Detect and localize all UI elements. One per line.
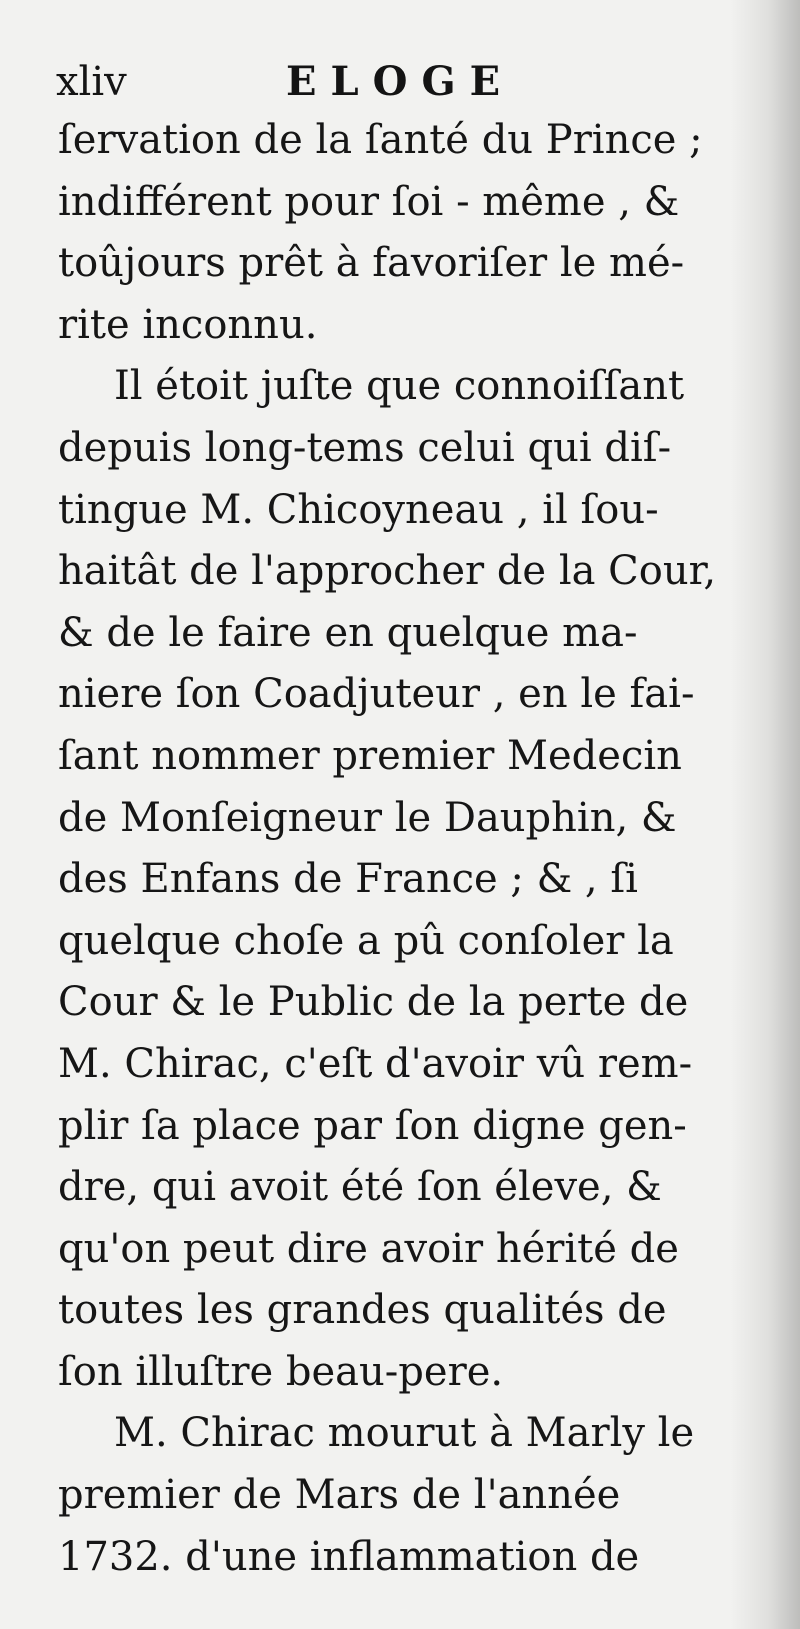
text-line: ſant nommer premier Medecin (58, 732, 682, 779)
text-line: 1732. d'une inflammation de (58, 1533, 640, 1580)
text-line: quelque choſe a pû conſoler la (58, 917, 674, 964)
text-line: dre, qui avoit été ſon éleve, & (58, 1164, 662, 1211)
text-line: haitât de l'approcher de la Cour, (58, 548, 717, 595)
text-line: M. Chirac mourut à Marly le (114, 1410, 695, 1457)
text-line: & de le faire en quelque ma- (58, 609, 638, 656)
text-line: des Enfans de France ; & , ſi (58, 856, 638, 903)
page-gutter-shadow (730, 0, 800, 1629)
text-line: ſervation de la ſanté du Prince ; (58, 117, 703, 163)
text-line: Cour & le Public de la perte de (58, 979, 689, 1026)
text-line: Il étoit juſte que connoiſſant (114, 363, 685, 410)
text-line: plir ſa place par ſon digne gen- (58, 1102, 687, 1149)
running-title: ELOGE (286, 58, 515, 105)
text-line: toutes les grandes qualités de (58, 1287, 667, 1334)
text-line: rite inconnu. (58, 301, 318, 348)
text-line: premier de Mars de l'année (58, 1472, 621, 1519)
body-text (58, 110, 738, 1588)
text-line: qu'on peut dire avoir hérité de (58, 1225, 679, 1272)
text-line: toûjours prêt à favoriſer le mé- (58, 240, 685, 287)
text-line: ſon illuſtre beau-pere. (58, 1348, 504, 1395)
text-line: tingue M. Chicoyneau , il ſou- (58, 486, 659, 533)
text-line: niere ſon Coadjuteur , en le fai- (58, 671, 695, 718)
page-number: xliv (56, 59, 127, 105)
page-header (56, 52, 736, 112)
text-line: M. Chirac, c'eſt d'avoir vû rem- (58, 1040, 693, 1087)
text-line: depuis long-tems celui qui diſ- (58, 424, 672, 471)
text-line: indifférent pour ſoi - même , & (58, 178, 680, 225)
text-line: de Monſeigneur le Dauphin, & (58, 794, 677, 841)
